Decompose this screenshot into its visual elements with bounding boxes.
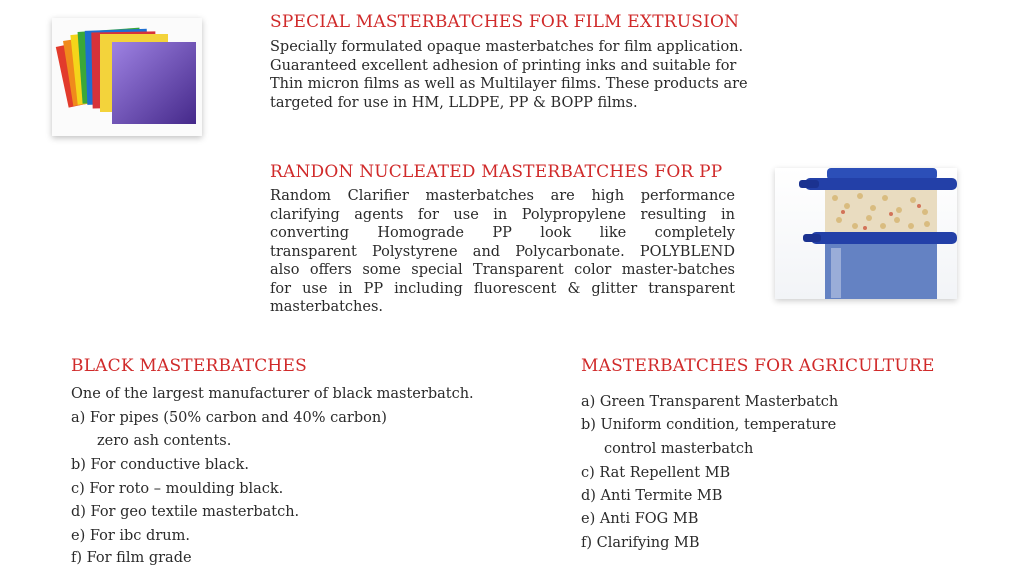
pp-line-7: masterbatches.: [270, 299, 384, 315]
film-line-1: Specially formulated opaque masterbatches for film application.: [270, 39, 744, 55]
list-item: c) For roto – moulding black.: [71, 481, 284, 497]
list-item: d) Anti Termite MB: [581, 488, 723, 504]
film-section-text: [270, 38, 790, 112]
containers-image: [775, 168, 957, 299]
pp-line-3: converting Homograde PP look like completely: [270, 225, 735, 241]
black-section-list: [71, 386, 531, 566]
film-line-2: Guaranteed excellent adhesion of printing inks and suitable for: [270, 57, 737, 74]
agri-section-title: MASTERBATCHES FOR AGRICULTURE: [581, 356, 935, 376]
containers-icon: [775, 168, 957, 299]
pp-line-5: also offers some special Transparent color master-batches: [270, 262, 735, 278]
list-item: b) For conductive black.: [71, 457, 249, 473]
pp-line-4: transparent Polystyrene and Polycarbonate. POLYBLEND: [270, 243, 735, 260]
list-item: a) For pipes (50% carbon and 40% carbon): [71, 410, 387, 426]
list-item: a) Green Transparent Masterbatch: [581, 394, 839, 410]
list-item: e) Anti FOG MB: [581, 511, 699, 527]
black-intro: One of the largest manufacturer of black masterbatch.: [71, 386, 474, 402]
film-line-4: targeted for use in HM, LLDPE, PP & BOPP films.: [270, 94, 638, 111]
pp-section-title: RANDON NUCLEATED MASTERBATCHES FOR PP: [270, 162, 723, 182]
list-item: e) For ibc drum.: [71, 528, 190, 544]
list-item: zero ash contents.: [97, 433, 232, 449]
list-item: f) Clarifying MB: [581, 535, 700, 551]
list-item: d) For geo textile masterbatch.: [71, 504, 300, 520]
pp-section-text: [270, 187, 735, 317]
list-item: f) For film grade: [71, 550, 192, 566]
agri-section-list: [581, 394, 1001, 564]
list-item: control masterbatch: [604, 441, 754, 457]
pp-line-1: Random Clarifier masterbatches are high performance: [270, 188, 735, 204]
list-item: c) Rat Repellent MB: [581, 465, 731, 481]
pp-line-6: for use in PP including fluorescent & glitter transparent: [270, 280, 735, 297]
list-item: b) Uniform condition, temperature: [581, 417, 837, 433]
film-sheets-icon: [52, 18, 202, 136]
film-sheets-image: [52, 18, 202, 136]
pp-line-2: clarifying agents for use in Polypropylene resulting in: [270, 206, 735, 223]
black-section-title: BLACK MASTERBATCHES: [71, 356, 307, 376]
film-section-title: SPECIAL MASTERBATCHES FOR FILM EXTRUSION: [270, 12, 740, 32]
film-line-3: Thin micron films as well as Multilayer films. These products are: [270, 76, 748, 92]
